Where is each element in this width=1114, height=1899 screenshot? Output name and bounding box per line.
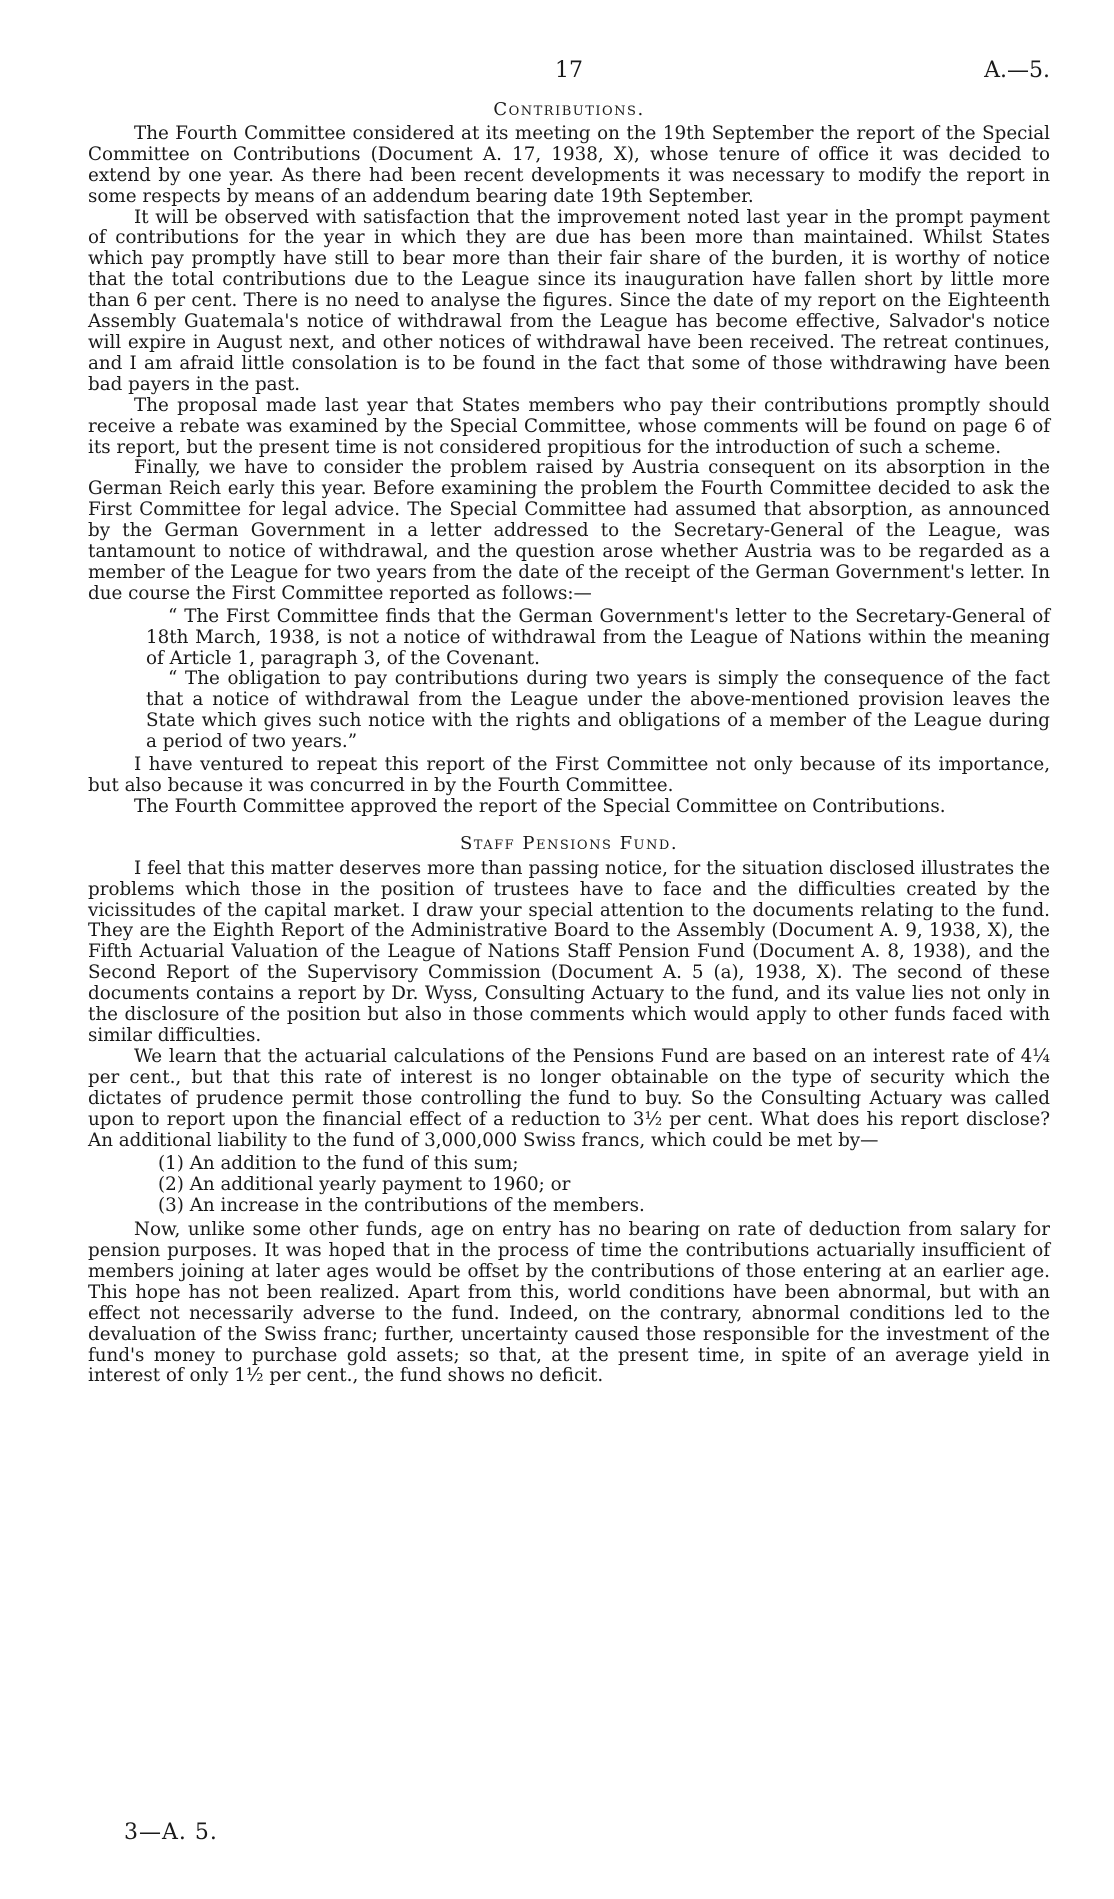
list-item: (1) An addition to the fund of this sum; — [158, 1153, 519, 1175]
contributions-paragraph-1: The Fourth Committee considered at its meeting on the 19th September the report of the Special Committee on Contributions (Document A. 17, 1938, X), whose tenure of office it was decided to extend by one year. As there had been recent developments it was necessary to modify the report in some respects by means of an addendum bearing date 19th September. — [88, 122, 1050, 207]
staff-pensions-final-paragraph: Now, unlike some other funds, age on entry has no bearing on rate of deduction from salary for pension purposes. It was hoped that in the process of time the contributions actuarially insufficient of members joining at later ages would be offset by the contributions of those entering at an earlier age. This hope has not been realized. Apart from this, world conditions have been abnormal, but with an effect not necessarily adverse to the fund. Indeed, on the contrary, abnormal conditions led to the devaluation of the Swiss franc; further, uncertainty caused those responsible for the investment of the fund's money to purchase gold assets; so that, at the present time, in spite of an average yield in interest of only 1½ per cent., the fund shows no deficit. — [88, 1219, 1050, 1387]
document-page — [88, 0, 1050, 1899]
printer-signature: 3—A. 5. — [124, 1820, 218, 1845]
contributions-paragraph-3: The proposal made last year that States members who pay their contributions promptly should receive a rebate was examined by the Special Committee, whose comments will be found on page 6 of its report, but the present time is not considered propitious for the introduction of such a scheme. — [88, 394, 1050, 458]
contributions-paragraph-2: It will be observed with satisfaction that the improvement noted last year in the prompt payment of contributions for the year in which they are due has been more than maintained. Whilst States which pay promptly have still to bear more than their fair share of the burden, it is worthy of notice that the total contributions due to the League since its inauguration have fallen short by little more than 6 per cent. There is no need to analyse the figures. Since the date of my report on the Eighteenth Assembly Guatemala's notice of withdrawal from the League has become effective, Salvador's notice will expire in August next, and other notices of withdrawal have been received. The retreat continues, and I am afraid little consolation is to be found in the fact that some of those withdrawing have been bad payers in the past. — [88, 206, 1050, 395]
staff-pensions-paragraph-1: I feel that this matter deserves more than passing notice, for the situation disclosed illustrates the problems which those in the position of trustees have to face and the difficulties created by the vicissitudes of the capital market. I draw your special attention to the documents relating to the fund. They are the Eighth Report of the Administrative Board to the Assembly (Document A. 9, 1938, X), the Fifth Actuarial Valuation of the League of Nations Staff Pension Fund (Document A. 8, 1938), and the Second Report of the Supervisory Commission (Document A. 5 (a), 1938, X). The second of these documents contains a report by Dr. Wyss, Consulting Actuary to the fund, and its value lies not only in the disclosure of the position but also in those comments which would apply to other funds faced with similar difficulties. — [88, 857, 1050, 1046]
liability-options-list — [158, 1154, 1050, 1217]
list-item: (2) An additional yearly payment to 1960; or — [158, 1174, 571, 1196]
quote-paragraph-2: “ The obligation to pay contributions during two years is simply the consequence of the fact that a notice of withdrawal from the League under the above-mentioned provision leaves the State which gives such notice with the rights and obligations of a member of the League during a period of two years.” — [146, 668, 1050, 753]
running-head — [88, 58, 1050, 88]
list-item: (3) An increase in the contributions of the members. — [158, 1195, 645, 1217]
contributions-heading: Contributions. — [493, 99, 645, 120]
page-content — [88, 100, 1050, 1387]
contributions-closing-1: I have ventured to repeat this report of the First Committee not only because of its importance, but also because it was concurred in by the Fourth Committee. — [88, 754, 1050, 796]
first-committee-quote — [146, 607, 1050, 753]
series-reference: A.—5. — [984, 58, 1050, 83]
contributions-paragraph-4: Finally, we have to consider the problem raised by Austria consequent on its absorption in the German Reich early this year. Before examining the problem the Fourth Committee decided to ask the First Committee for legal advice. The Special Committee had assumed that absorption, as announced by the German Government in a letter addressed to the Secretary-General of the League, was tantamount to notice of withdrawal, and the question arose whether Austria was to be regarded as a member of the League for two years from the date of the receipt of the German Government's letter. In due course the First Committee reported as follows:— — [88, 457, 1050, 604]
staff-pensions-heading: Staff Pensions Fund. — [459, 832, 679, 854]
quote-paragraph-1: “ The First Committee finds that the German Government's letter to the Secretary-General of 18th March, 1938, is not a notice of withdrawal from the League of Nations within the meaning of Article 1, paragraph 3, of the Covenant. — [146, 605, 1050, 669]
contributions-closing-2: The Fourth Committee approved the report of the Special Committee on Contributions. — [134, 795, 946, 817]
page-number: 17 — [555, 58, 583, 83]
staff-pensions-paragraph-2: We learn that the actuarial calculations of the Pensions Fund are based on an interest rate of 4¼ per cent., but that this rate of interest is no longer obtainable on the type of security which the dictates of prudence permit those controlling the fund to buy. So the Consulting Actuary was called upon to report upon the financial effect of a reduction to 3½ per cent. What does his report disclose? An additional liability to the fund of 3,000,000 Swiss francs, which could be met by— — [88, 1045, 1050, 1151]
